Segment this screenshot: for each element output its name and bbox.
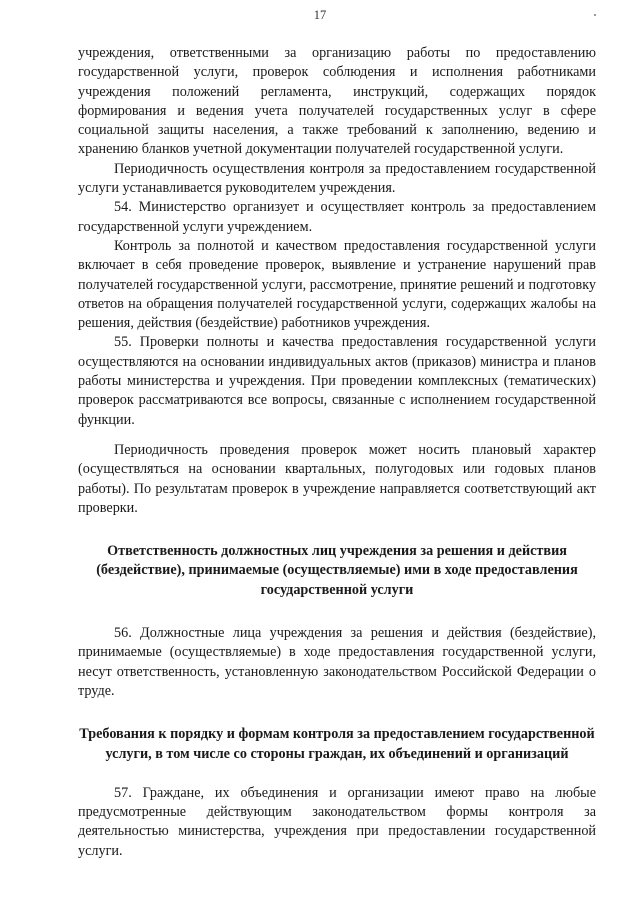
spacer	[78, 518, 596, 542]
spacer	[78, 430, 596, 441]
paragraph-57: 57. Граждане, их объединения и организации имеют право на любые предусмотренные действующим законодательством формы контроля за деятельностью министерства, учреждения при предоставлении государственной услуги.	[78, 784, 596, 859]
paragraph-inspection-periodicity: Периодичность проведения проверок может носить плановый характер (осуществляться на основании квартальных, полугодовых или годовых планов работы). По результатам проверок в учреждение направляется соответствующий акт проверки.	[78, 441, 596, 516]
paragraph-periodicity: Периодичность осуществления контроля за предоставлением государственной услуги устанавливается руководителем учреждения.	[78, 160, 596, 197]
scan-mark	[594, 14, 596, 16]
paragraph-55: 55. Проверки полноты и качества предоставления государственной услуги осуществляются на основании индивидуальных актов (приказов) министра и планов работы министерства и учреждения. При проведении комплексных (тематических) проверок рассматриваются все вопросы, связанные с исполнением государственной функции.	[78, 334, 596, 428]
paragraph-control-scope: Контроль за полнотой и качеством предоставления государственной услуги включает в себя проведение проверок, выявление и устранение нарушений прав получателей государственной услуги, рассмотрение, принятие решений и подготовку ответов на обращения получателей государственной услуги, содержащих жалобы на решения, действия (бездействие) работников учреждения.	[78, 237, 596, 332]
section-heading-responsibility: Ответственность должностных лиц учреждения за решения и действия (бездействие), принимаемые (осуществляемые) ими в ходе предоставления государственной услуги	[96, 543, 578, 598]
section-heading-control-requirements: Требования к порядку и формам контроля за предоставлением государственной услуги, в том числе со стороны граждан, их объединений и организаций	[79, 726, 595, 762]
spacer	[78, 701, 596, 725]
spacer	[78, 764, 596, 784]
paragraph-continuation: учреждения, ответственными за организацию работы по предоставлению государственной услуги, проверок соблюдения и исполнения работниками учреждения положений регламента, инструкций, содержащих порядок формирования и ведения учета получателей государственных услуг в сфере социальной защиты населения, а также требований к заполнению, ведению и хранению бланков учетной документации получателей государственной услуги.	[78, 45, 596, 158]
document-body	[78, 44, 596, 861]
paragraph-56: 56. Должностные лица учреждения за решения и действия (бездействие), принимаемые (осуществляемые) в ходе предоставления государственной услуги, несут ответственность, установленную законодательством Российской Федерации о труде.	[78, 625, 596, 699]
page-number: 17	[313, 8, 327, 22]
paragraph-54: 54. Министерство организует и осуществляет контроль за предоставлением государственной услуги учреждением.	[78, 199, 596, 235]
spacer	[78, 600, 596, 624]
